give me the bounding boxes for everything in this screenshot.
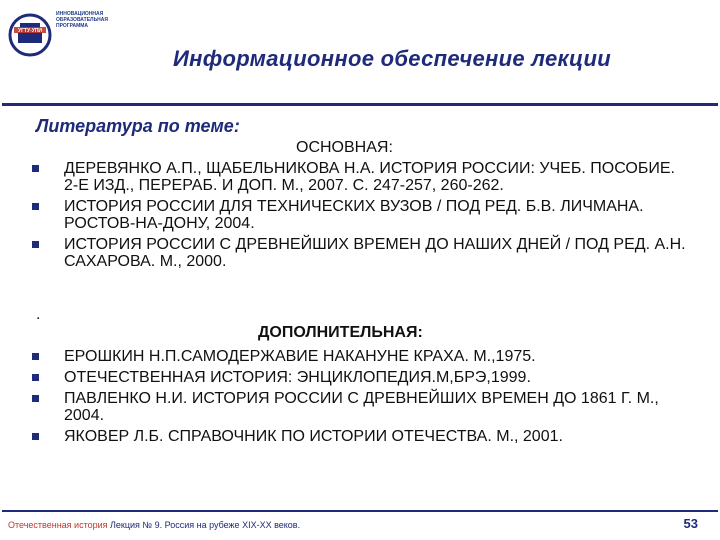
title-divider xyxy=(2,103,718,106)
bullet-icon xyxy=(32,433,39,440)
bullet-icon xyxy=(32,395,39,402)
footer-course: Отечественная история xyxy=(8,520,108,530)
main-literature-heading: ОСНОВНАЯ: xyxy=(296,139,393,156)
list-item-text: ДЕРЕВЯНКО А.П., ЩАБЕЛЬНИКОВА Н.А. ИСТОРИЯ РОССИИ: УЧЕБ. ПОСОБИЕ. 2-Е ИЗД., ПЕРЕРАБ. И ДОП. М., 2007. С. 247-257, 260-262. xyxy=(64,160,675,194)
list-item-text: ЕРОШКИН Н.П.САМОДЕРЖАВИЕ НАКАНУНЕ КРАХА. М.,1975. xyxy=(64,348,536,365)
list-item-text: ПАВЛЕНКО Н.И. ИСТОРИЯ РОССИИ С ДРЕВНЕЙШИХ ВРЕМЕН ДО 1861 Г. М., 2004. xyxy=(64,390,659,424)
list-item-text: ИСТОРИЯ РОССИИ ДЛЯ ТЕХНИЧЕСКИХ ВУЗОВ / ПОД РЕД. Б.В. ЛИЧМАНА. РОСТОВ-НА-ДОНУ, 2004. xyxy=(64,198,644,232)
page-title: Информационное обеспечение лекции xyxy=(173,46,611,71)
bullet-icon xyxy=(32,374,39,381)
list-item xyxy=(28,390,688,424)
list-item xyxy=(28,348,688,365)
list-item-text: ОТЕЧЕСТВЕННАЯ ИСТОРИЯ: ЭНЦИКЛОПЕДИЯ.М,БРЭ,1999. xyxy=(64,369,531,386)
list-item-text: ЯКОВЕР Л.Б. СПРАВОЧНИК ПО ИСТОРИИ ОТЕЧЕСТВА. М., 2001. xyxy=(64,428,563,445)
list-item xyxy=(28,428,688,445)
literature-heading: Литература по теме: xyxy=(36,116,240,136)
list-item xyxy=(28,236,688,270)
list-item-text: ИСТОРИЯ РОССИИ С ДРЕВНЕЙШИХ ВРЕМЕН ДО НАШИХ ДНЕЙ / ПОД РЕД. А.Н. САХАРОВА. М., 2000. xyxy=(64,236,686,270)
bullet-icon xyxy=(32,353,39,360)
bullet-icon xyxy=(32,241,39,248)
list-separator: . xyxy=(36,306,41,323)
bullet-icon xyxy=(32,165,39,172)
bullet-icon xyxy=(32,203,39,210)
additional-literature-list xyxy=(28,348,688,449)
additional-literature-heading: ДОПОЛНИТЕЛЬНАЯ: xyxy=(258,324,423,341)
list-item xyxy=(28,160,688,194)
university-logo xyxy=(6,5,106,63)
logo-text: ИННОВАЦИОННАЯ ОБРАЗОВАТЕЛЬНАЯ ПРОГРАММА xyxy=(56,11,108,29)
footer-caption xyxy=(8,520,300,530)
page-number: 53 xyxy=(683,516,698,531)
footer-divider xyxy=(2,510,718,512)
logo-emblem-icon xyxy=(6,5,54,61)
list-item xyxy=(28,198,688,232)
main-literature-list xyxy=(28,160,688,274)
footer-lecture: Лекция № 9. Россия на рубеже XIX-XX веков. xyxy=(107,520,301,530)
list-item xyxy=(28,369,688,386)
svg-text:УГТУ-УПИ: УГТУ-УПИ xyxy=(17,28,43,34)
